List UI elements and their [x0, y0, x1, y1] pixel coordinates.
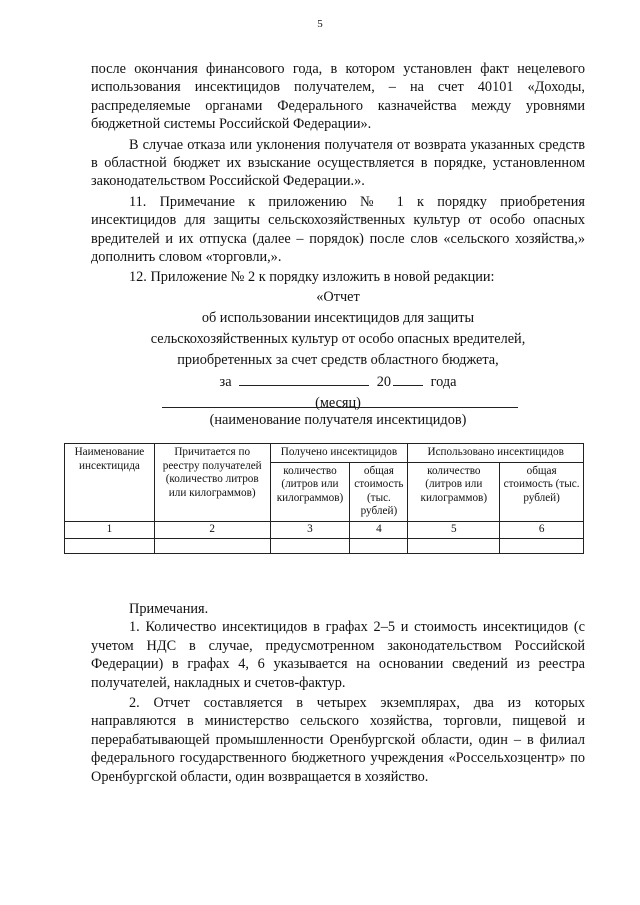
subheader-used-qty: количество (литров или килограммов) [408, 462, 500, 521]
column-number: 6 [500, 521, 584, 538]
subheader-received-qty: количество (литров или килограммов) [270, 462, 350, 521]
column-number: 2 [154, 521, 270, 538]
paragraph-continuation: после окончания финансового года, в котором установлен факт нецелевого использования инсектицидов получателем, – на счет 40101 «Доходы, распределяемые органами Федерального казначейства между уровнями бюджетной системы Российской Федерации». [91, 61, 585, 133]
subheader-used-cost: общая стоимость (тыс. рублей) [500, 462, 584, 521]
month-label: (месяц) [315, 395, 361, 411]
report-title [91, 287, 585, 414]
table-column-numbers-row [65, 521, 584, 538]
table-empty-row [65, 538, 584, 553]
report-title-line-1: «Отчет [316, 289, 360, 305]
report-title-line-3: сельскохозяйственных культур от особо опасных вредителей, [150, 331, 526, 347]
header-name: Наименование инсектицида [65, 444, 155, 522]
period-za-label: за [219, 374, 232, 390]
paragraph-item-11: 11. Примечание к приложению № 1 к порядку приобретения инсектицидов для защиты сельскохозяйственных культур от особо опасных вредителей и их отпуска (далее – порядок) после слов «сельского хозяйства,» дополнить словом «торговли,». [91, 193, 585, 266]
year-prefix: 20 [376, 374, 391, 390]
note-item-2: 2. Отчет составляется в четырех экземплярах, два из которых направляются в министерство сельского хозяйства, торговли, пищевой и перерабатывающей промышленности Оренбургской области, один – в филиал федерального государственного бюджетного учреждения «Россельхозцентр» по Оренбургской области, один возвращается в хозяйство. [91, 695, 585, 785]
column-number: 5 [408, 521, 500, 538]
recipient-label: (наименование получателя инсектицидов) [209, 412, 467, 428]
header-received: Получено инсектицидов [270, 444, 408, 463]
year-word: года [430, 374, 457, 390]
note-item-1: 1. Количество инсектицидов в графах 2–5 и стоимость инсектицидов (с учетом НДС в случае, предусмотренном законодательством Российской Федерации) в графах 4, 6 указывается на основании сведений из реестра получателей, накладных и счетов-фактур. [91, 619, 585, 691]
column-number: 4 [350, 521, 408, 538]
table-cell [65, 538, 155, 553]
subheader-received-cost: общая стоимость (тыс. рублей) [350, 462, 408, 521]
table-cell [154, 538, 270, 553]
page-number: 5 [317, 18, 323, 30]
column-number: 3 [270, 521, 350, 538]
paragraph-item-12: 12. Приложение № 2 к порядку изложить в новой редакции: [129, 269, 495, 286]
table-cell [408, 538, 500, 553]
column-number: 1 [65, 521, 155, 538]
table-cell [500, 538, 584, 553]
report-title-line-4: приобретенных за счет средств областного бюджета, [177, 352, 499, 368]
paragraph-refusal: В случае отказа или уклонения получателя от возврата указанных средств в областной бюджет их взыскание осуществляется в порядке, установленном законодательством Российской Федерации.». [91, 136, 585, 190]
document-body [91, 60, 585, 287]
report-table [64, 443, 584, 554]
month-blank-line [239, 371, 369, 386]
report-period-line [91, 371, 585, 393]
table-header-row [65, 444, 584, 463]
year-blank-line [393, 371, 423, 386]
report-title-line-2: об использовании инсектицидов для защиты [201, 310, 475, 326]
table-cell [350, 538, 408, 553]
table-cell [270, 538, 350, 553]
header-due: Причитается по реестру получателей (количество литров или килограммов) [154, 444, 270, 522]
recipient-blank-line [162, 407, 518, 408]
notes-section [91, 600, 585, 786]
header-used: Использовано инсектицидов [408, 444, 584, 463]
notes-heading: Примечания. [129, 601, 209, 617]
